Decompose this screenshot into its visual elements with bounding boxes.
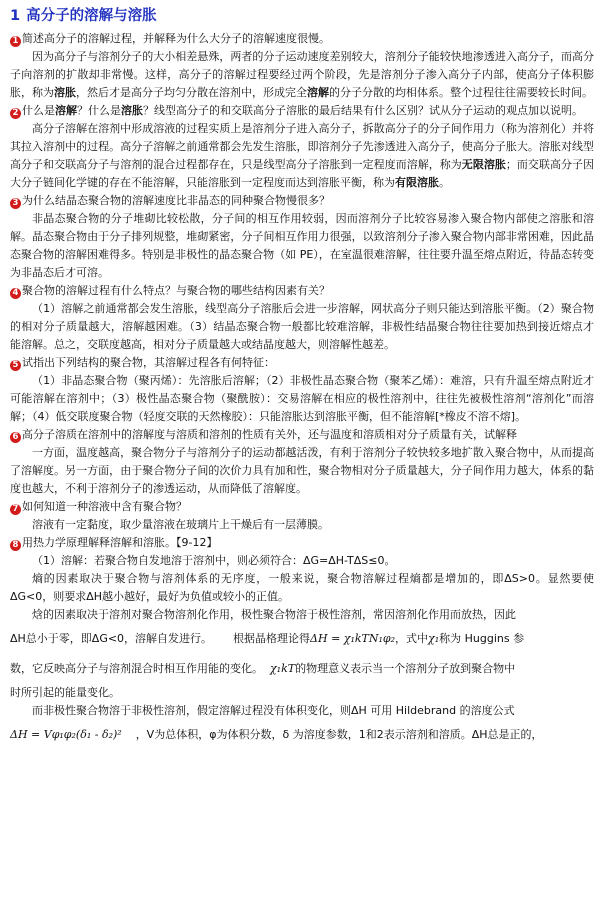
hildebrand-formula: ΔH = Vφ₁φ₂(δ₁ - δ₂)² (10, 728, 122, 741)
question-marker: 6 (10, 432, 21, 443)
answer-8-entropy: 熵的因素取决于聚合物与溶剂体系的无序度，一般来说，聚合物溶解过程熵都是增加的，即ΔS>0。显然要使ΔG<0，则要求ΔH越小越好，最好为负值或较小的正值。 (10, 572, 594, 603)
answer-6: 一方面，温度越高，聚合物分子与溶剂分子的运动都越活泼，有利于溶剂分子较快较多地扩散入聚合物中，从而提高了溶解度。另一方面，由于聚合物分子间的次价力具有加和性，聚合物相对分子质量越大，分子间作用力越大，体系的黏度也越大，不利于溶剂分子的渗透运动，从而降低了溶解度。 (10, 446, 594, 495)
question-marker: 1 (10, 36, 21, 47)
question-1: 1 简述高分子的溶解过程，并解释为什么大分子的溶解速度很慢。 (10, 30, 594, 48)
answer-4: （1）溶解之前通常都会发生溶胀，线型高分子溶胀后会进一步溶解，网状高分子则只能达到溶胀平衡。（2）聚合物的相对分子质量越大，溶解越困难。（3）结晶态聚合物一般都比较难溶解，非极性结晶聚合物往往要加热到接近熔点才能溶解。总之，交联度越高，相对分子质量越大或结晶度越大，则溶解性越差。 (10, 302, 594, 351)
term-limited-swelling: 有限溶胀 (395, 176, 439, 189)
answer-8-huggins-line: ΔH总小于零，即ΔG<0，溶解自发进行。 根据晶格理论得ΔH = χ₁kTN₁φ₂，式中χ₁称为 Huggins 参 (10, 632, 525, 645)
question-marker: 2 (10, 108, 21, 119)
term-swelling: 溶胀 (54, 86, 76, 99)
answer-8-kt-line: 数，它反映高分子与溶剂混合时相互作用能的变化。 χ₁kT的物理意义表示当一个溶剂分子放到聚合物中 (10, 662, 516, 675)
question-8: 8 用热力学原理解释溶解和溶胀。【9-12】 (10, 534, 594, 552)
answer-7: 溶液有一定黏度，取少量溶液在玻璃片上干燥后有一层薄膜。 (32, 518, 329, 531)
answer-8-hildebrand: 而非极性聚合物溶于非极性溶剂，假定溶解过程没有体积变化，则ΔH 可用 Hildebrand 的溶度公式 (32, 704, 515, 717)
answer-8-hildebrand-formula-line: ΔH = Vφ₁φ₂(δ₁ - δ₂)² ，V为总体积，φ为体积分数，δ 为溶度参数，1和2表示溶剂和溶质。ΔH总是正的， (10, 728, 543, 741)
question-2: 2 什么是溶解？什么是溶胀？线型高分子的和交联高分子溶胀的最后结果有什么区别？试从分子运动的观点加以说明。 (10, 102, 594, 120)
answer-2: 高分子溶解在溶剂中形成溶液的过程实质上是溶剂分子进入高分子，拆散高分子的分子间作用力（称为溶剂化）并将其拉入溶剂中的过程。高分子溶解之前通常都会先发生溶胀，即溶剂分子先渗透进入高分子，使高分子胀大。溶胀对线型高分子和交联高分子与溶剂的混合过程都存在，只是线型高分子溶胀到一定程度而溶解，称为无限溶胀；而交联高分子因大分子链间化学键的存在不能溶解，只能溶胀到一定程度而达到溶胀平衡，称为有限溶胀。 (10, 122, 595, 189)
answer-3: 非晶态聚合物的分子堆砌比较松散，分子间的相互作用较弱，因而溶剂分子比较容易渗入聚合物内部使之溶胀和溶解。晶态聚合物由于分子排列规整，堆砌紧密，分子间相互作用力很强，以致溶剂分子渗入聚合物内部非常困难，因此晶态聚合物的溶解困难得多。特别是非极性的晶态聚合物（如 PE），在室温很难溶解，往往要升温至熔点附近，待晶态转变为非晶态后才可溶。 (10, 212, 594, 279)
question-marker: 8 (10, 540, 21, 551)
question-7: 7 如何知道一种溶液中含有聚合物？ (10, 498, 594, 516)
question-marker: 5 (10, 360, 21, 371)
answer-1: 因为高分子与溶剂分子的大小相差悬殊，两者的分子运动速度差别较大，溶剂分子能较快地渗透进入高分子，而高分子向溶剂的扩散却非常慢。这样，高分子的溶解过程要经过两个阶段，先是溶剂分子渗入高分子内部，使高分子体积膨胀，称为溶胀，然后才是高分子均匀分散在溶剂中，形成完全溶解的分子分散的均相体系。整个过程往往需要较长时间。 (10, 50, 594, 99)
question-6: 6 高分子溶质在溶剂中的溶解度与溶质和溶剂的性质有关外，还与温度和溶质相对分子质量有关，试解释 (10, 426, 594, 444)
question-marker: 4 (10, 288, 21, 299)
chi-kt-formula: χ₁kT (270, 662, 296, 675)
question-marker: 7 (10, 504, 21, 515)
question-3: 3 为什么结晶态聚合物的溶解速度比非晶态的同种聚合物慢很多？ (10, 192, 594, 210)
question-marker: 3 (10, 198, 21, 209)
question-4: 4 聚合物的溶解过程有什么特点？与聚合物的哪些结构因素有关？ (10, 282, 594, 300)
answer-5: （1）非晶态聚合物（聚丙烯）：先溶胀后溶解；（2）非极性晶态聚合物（聚苯乙烯）：难溶，只有升温至熔点附近才可能溶解在溶剂中；（3）极性晶态聚合物（聚酰胺）：交易溶解在相应的极性溶剂中，往往先被极性溶剂“溶剂化”而溶解；（4）低交联度聚合物（轻度交联的天然橡胶）：只能溶胀达到溶胀平衡，但不能溶解[*橡皮不溶不熔]。 (10, 374, 594, 423)
answer-8-enthalpy: 焓的因素取决于溶剂对聚合物溶剂化作用，极性聚合物溶于极性溶剂，常因溶剂化作用而放热，因此 (32, 608, 516, 621)
term-unlimited-swelling: 无限溶胀 (461, 158, 506, 171)
answer-8-energy-line: 时所引起的能量变化。 (10, 686, 120, 699)
question-5: 5 试指出下列结构的聚合物，其溶解过程各有何特征： (10, 354, 594, 372)
term-dissolution: 溶解 (307, 86, 329, 99)
section-title-text: 高分子的溶解与溶胀 (26, 8, 157, 24)
huggins-formula: ΔH = χ₁kTN₁φ₂ (310, 632, 396, 645)
section-title (10, 5, 594, 27)
answer-8-dissolution: （1）溶解：若聚合物自发地溶于溶剂中，则必须符合：ΔG=ΔH-TΔS≤0。 (32, 554, 396, 567)
chi-symbol: χ₁ (428, 632, 440, 645)
section-number: 1 (10, 8, 21, 24)
